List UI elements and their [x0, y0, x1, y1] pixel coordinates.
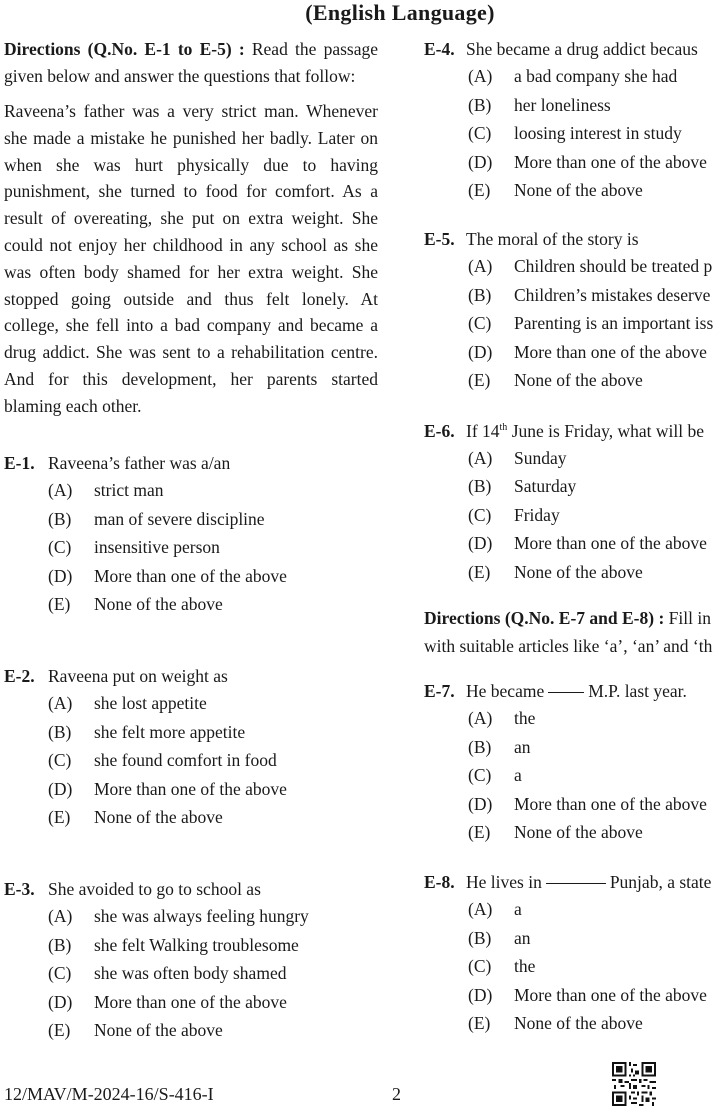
- option-a[interactable]: (A) strict man: [48, 480, 164, 500]
- option-e[interactable]: (E) None of the above: [468, 822, 643, 842]
- question-e5: [424, 226, 720, 395]
- directions-text: Fill in: [664, 608, 711, 628]
- question-number: E-1.: [4, 453, 35, 473]
- page-title: (English Language): [305, 0, 495, 25]
- directions-e7-e8: [424, 604, 720, 660]
- option-b[interactable]: (B) an: [468, 736, 531, 757]
- question-number: E-3.: [4, 879, 35, 899]
- option-a[interactable]: (A) Sunday: [468, 447, 567, 468]
- directions-text-line2: with suitable articles like ‘a’, ‘an’ and ‘th: [424, 636, 713, 656]
- question-number: E-6.: [424, 420, 455, 441]
- question-e7: [424, 678, 720, 847]
- option-e[interactable]: (E) None of the above: [468, 1013, 643, 1033]
- option-b[interactable]: (B) Saturday: [468, 476, 577, 497]
- question-stem: Raveena put on weight as: [48, 666, 228, 686]
- option-a[interactable]: (A) a: [468, 899, 522, 919]
- option-d[interactable]: (D) More than one of the above: [468, 151, 707, 172]
- directions-e1-e5: [4, 36, 378, 90]
- option-a[interactable]: (A) she was always feeling hungry: [48, 906, 309, 926]
- option-b[interactable]: (B) she felt Walking troublesome: [48, 934, 299, 955]
- option-e[interactable]: (E) None of the above: [468, 180, 643, 200]
- option-c[interactable]: (C) loosing interest in study: [468, 123, 682, 143]
- option-a[interactable]: (A) Children should be treated p: [468, 256, 713, 276]
- option-b[interactable]: (B) she felt more appetite: [48, 721, 246, 742]
- fill-in-blank: [548, 692, 584, 693]
- question-stem: She became a drug addict becaus: [466, 39, 698, 59]
- option-c[interactable]: (C) she was often body shamed: [48, 963, 287, 983]
- option-d[interactable]: (D) More than one of the above: [468, 793, 707, 814]
- option-a[interactable]: (A) a bad company she had: [468, 66, 678, 86]
- option-b[interactable]: (B) man of severe discipline: [48, 508, 265, 529]
- question-stem: The moral of the story is: [466, 229, 639, 249]
- option-d[interactable]: (D) More than one of the above: [48, 565, 287, 586]
- question-stem-pre: If 14: [466, 420, 500, 441]
- option-e[interactable]: (E) None of the above: [48, 1020, 223, 1040]
- question-stem-post: June is Friday, what will be: [507, 420, 704, 441]
- directions-text: Read the passage given below and answer the questions that follow:: [4, 39, 378, 86]
- question-number: E-2.: [4, 666, 35, 686]
- option-a[interactable]: (A) she lost appetite: [48, 693, 207, 713]
- question-stem-post: Punjab, a state: [609, 872, 712, 892]
- option-e[interactable]: (E) None of the above: [468, 370, 643, 390]
- question-number: E-4.: [424, 39, 455, 59]
- option-d[interactable]: (D) More than one of the above: [468, 984, 707, 1005]
- question-stem-pre: He lives in: [466, 872, 542, 892]
- page-number: 2: [392, 1084, 401, 1104]
- question-stem-post: M.P. last year.: [588, 681, 687, 701]
- option-a[interactable]: (A) the: [468, 708, 536, 728]
- directions-label: Directions (Q.No. E-7 and E-8) :: [424, 608, 665, 628]
- left-column: [4, 36, 378, 420]
- question-stem: She avoided to go to school as: [48, 879, 261, 899]
- question-e2: [4, 663, 378, 832]
- question-number: E-7.: [424, 681, 455, 701]
- option-d[interactable]: (D) More than one of the above: [48, 991, 287, 1012]
- option-c[interactable]: (C) the: [468, 956, 536, 976]
- question-stem: Raveena’s father was a/an: [48, 453, 231, 473]
- question-e8: [424, 869, 720, 1038]
- option-d[interactable]: (D) More than one of the above: [48, 778, 287, 799]
- question-number: E-8.: [424, 872, 455, 892]
- ordinal-suffix: th: [499, 422, 508, 433]
- option-c[interactable]: (C) Parenting is an important iss: [468, 313, 714, 333]
- option-e[interactable]: (E) None of the above: [468, 561, 643, 582]
- option-d[interactable]: (D) More than one of the above: [468, 533, 707, 554]
- question-e6: [424, 415, 720, 586]
- question-e1: [4, 450, 378, 619]
- paper-code: 12/MAV/M-2024-16/S-416-I: [4, 1084, 214, 1104]
- directions-label: Directions (Q.No. E-1 to E-5) :: [4, 39, 245, 59]
- option-b[interactable]: (B) Children’s mistakes deserve: [468, 284, 711, 305]
- option-d[interactable]: (D) More than one of the above: [468, 341, 707, 362]
- question-e3: [4, 876, 378, 1045]
- question-e4: [424, 36, 720, 205]
- passage: Raveena’s father was a very strict man. Whenever she made a mistake he punished her badly. Later on when she was hurt physically due to having punishment, she turned to food for comfort. As a result of overeating, she put on extra weight. She could not enjoy her childhood in any school as she was often body shamed for her extra weight. She stopped going outside and thus felt lonely. At college, she fell into a bad company and became a drug addict. She was sent to a rehabilitation centre. And for this development, her parents started blaming each other.: [4, 101, 378, 416]
- option-e[interactable]: (E) None of the above: [48, 807, 223, 827]
- fill-in-blank: [546, 883, 606, 884]
- option-c[interactable]: (C) a: [468, 765, 522, 785]
- qr-code-icon: [612, 1062, 656, 1106]
- option-c[interactable]: (C) Friday: [468, 504, 560, 525]
- question-number: E-5.: [424, 229, 455, 249]
- option-c[interactable]: (C) she found comfort in food: [48, 750, 277, 770]
- option-b[interactable]: (B) her loneliness: [468, 94, 611, 115]
- option-c[interactable]: (C) insensitive person: [48, 537, 220, 557]
- option-b[interactable]: (B) an: [468, 927, 531, 948]
- option-e[interactable]: (E) None of the above: [48, 594, 223, 614]
- question-stem-pre: He became: [466, 681, 545, 701]
